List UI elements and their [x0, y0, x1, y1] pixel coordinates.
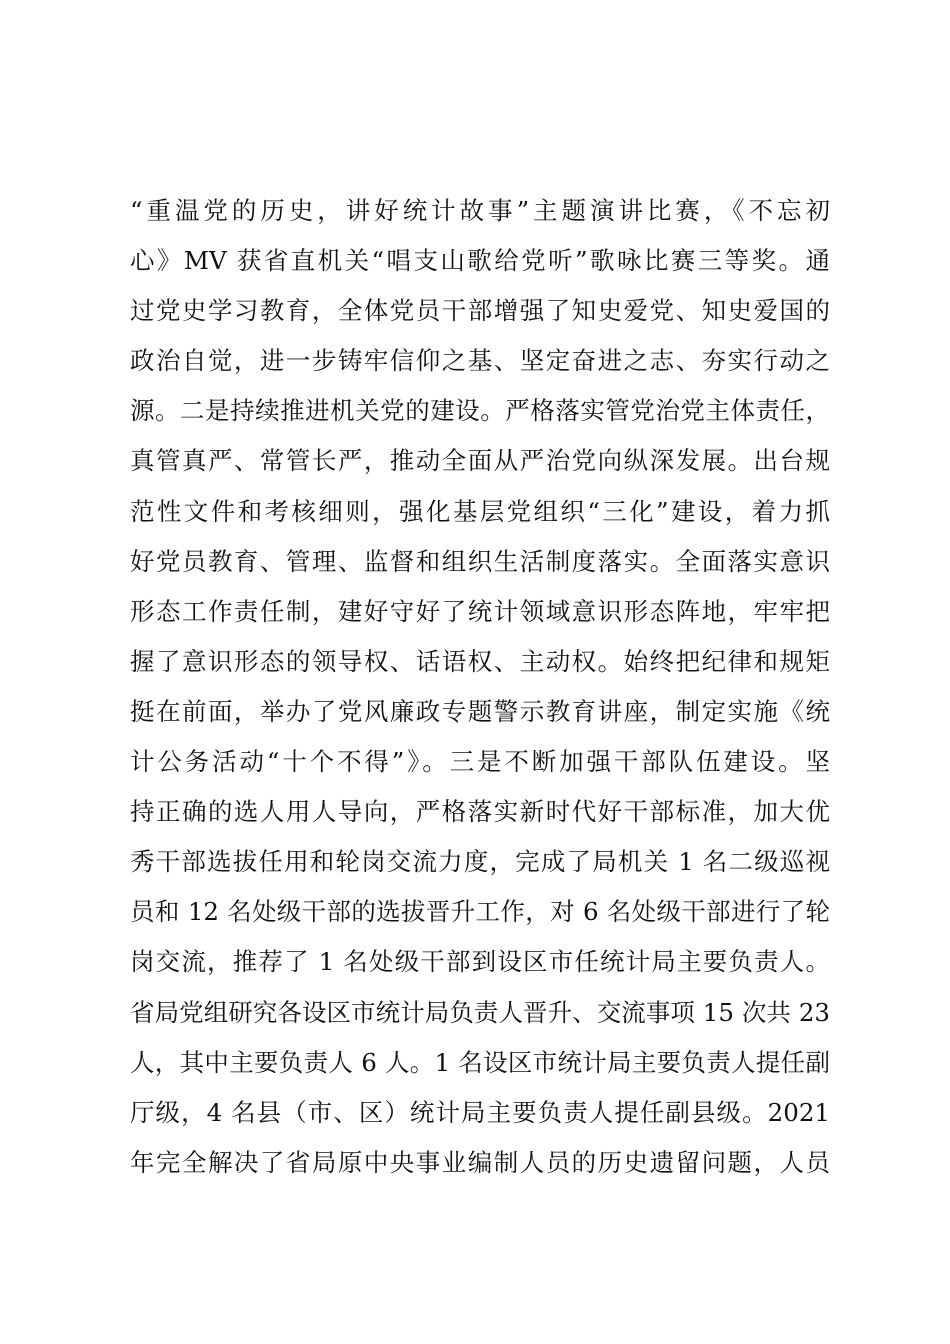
text-line: 员和 12 名处级干部的选拔晋升工作，对 6 名处级干部进行了轮: [130, 897, 830, 927]
body-text: [130, 186, 830, 1188]
text-line: 岗交流，推荐了 1 名处级干部到设区市任统计局主要负责人。: [130, 947, 830, 977]
text-line: 形态工作责任制，建好守好了统计领域意识形态阵地，牢牢把: [130, 596, 830, 626]
text-line: 真管真严、常管长严，推动全面从严治党向纵深发展。出台规: [130, 446, 830, 476]
text-line: 秀干部选拔任用和轮岗交流力度，完成了局机关 1 名二级巡视: [130, 847, 830, 877]
text-line: 人，其中主要负责人 6 人。1 名设区市统计局主要负责人提任副: [130, 1047, 830, 1077]
text-line: 省局党组研究各设区市统计局负责人晋升、交流事项 15 次共 23: [130, 997, 830, 1027]
text-line: 过党史学习教育，全体党员干部增强了知史爱党、知史爱国的: [130, 296, 830, 326]
text-line: 源。二是持续推进机关党的建设。严格落实管党治党主体责任，: [130, 396, 830, 426]
text-line: 年完全解决了省局原中央事业编制人员的历史遗留问题，人员: [130, 1147, 830, 1177]
text-line: 持正确的选人用人导向，严格落实新时代好干部标准，加大优: [130, 797, 830, 827]
text-line: 挺在前面，举办了党风廉政专题警示教育讲座，制定实施《统: [130, 696, 830, 726]
text-line: “重温党的历史，讲好统计故事”主题演讲比赛，《不忘初: [130, 196, 830, 225]
text-line: 好党员教育、管理、监督和组织生活制度落实。全面落实意识: [130, 546, 830, 576]
text-line: 握了意识形态的领导权、话语权、主动权。始终把纪律和规矩: [130, 646, 830, 676]
text-line: 心》MV 获省直机关“唱支山歌给党听”歌咏比赛三等奖。通: [130, 246, 830, 276]
text-line: 政治自觉，进一步铸牢信仰之基、坚定奋进之志、夯实行动之: [130, 346, 830, 376]
text-line: 范性文件和考核细则，强化基层党组织“三化”建设，着力抓: [130, 496, 830, 526]
text-line: 厅级，4 名县（市、区）统计局主要负责人提任副县级。2021: [130, 1097, 830, 1127]
text-line: 计公务活动“十个不得”》。三是不断加强干部队伍建设。坚: [130, 747, 830, 777]
